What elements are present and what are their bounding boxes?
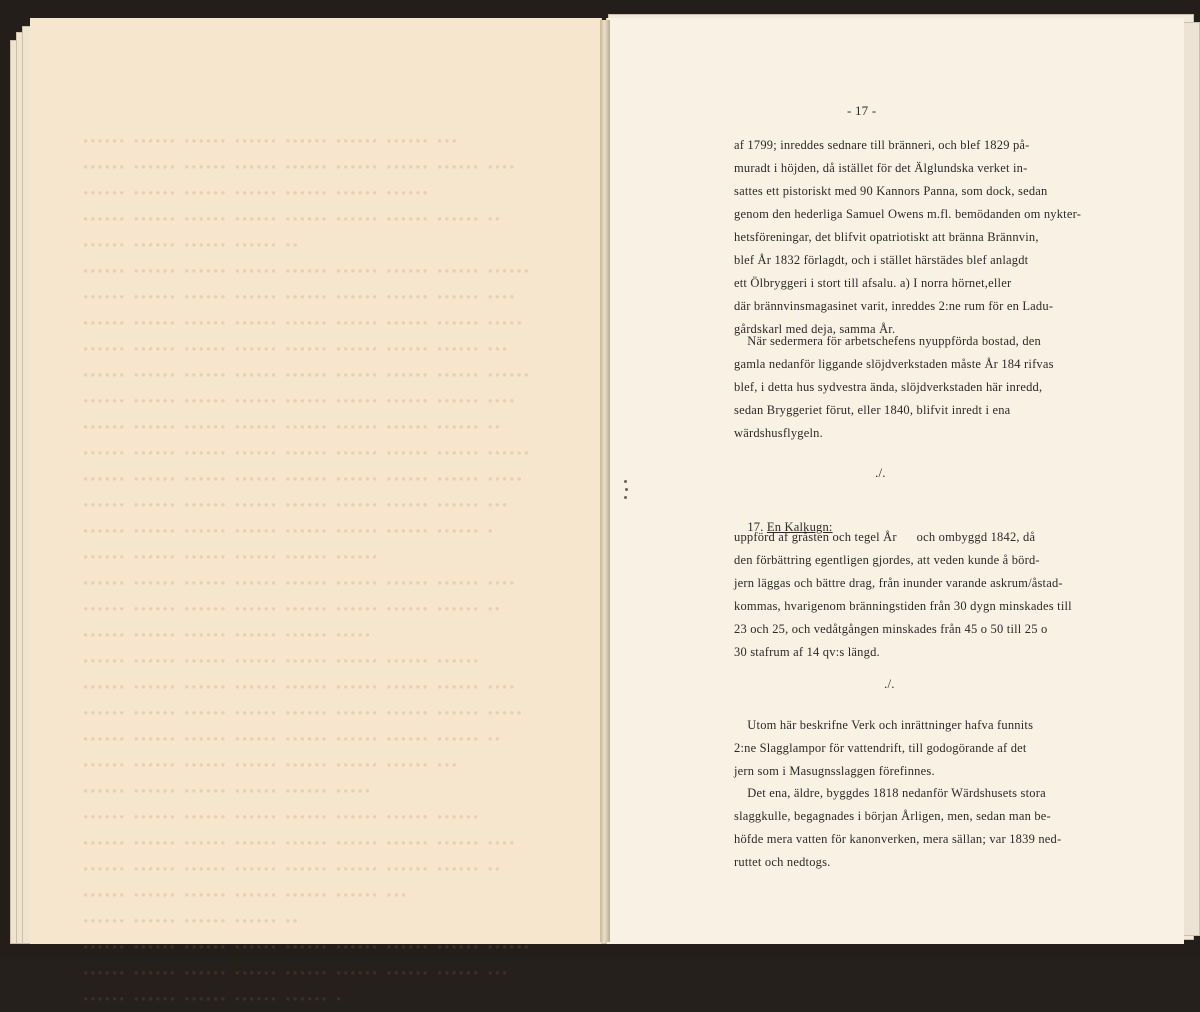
text-line: blef, i detta hus sydvestra ända, slöjdverkstaden här inredd, bbox=[734, 380, 1043, 394]
show-through-line: ∙∙∙∙∙∙ ∙∙∙∙∙∙ ∙∙∙∙∙∙ ∙∙∙∙∙∙ ∙∙∙∙∙∙ ∙∙∙∙∙∙ ∙∙∙∙∙∙ ∙∙∙∙∙∙ ∙∙∙∙∙∙ bbox=[82, 264, 530, 278]
left-page-show-through bbox=[82, 128, 612, 1012]
text-line: uppförd af gråsten och tegel År och ombyggd 1842, då bbox=[734, 530, 1036, 544]
show-through-line: ∙∙∙∙∙∙ ∙∙∙∙∙∙ ∙∙∙∙∙∙ ∙∙∙∙∙∙ ∙∙∙∙∙∙ ∙∙∙∙∙∙ ∙∙∙∙∙∙ ∙∙∙∙∙∙ ∙∙∙∙ bbox=[82, 290, 516, 304]
show-through-line: ∙∙∙∙∙∙ ∙∙∙∙∙∙ ∙∙∙∙∙∙ ∙∙∙∙∙∙ ∙∙ bbox=[82, 238, 299, 252]
text-line: muradt i höjden, då istället för det Älglundska verket in- bbox=[734, 161, 1028, 175]
text-line: gårdskarl med deja, samma År. bbox=[734, 322, 896, 336]
show-through-line: ∙∙∙∙∙∙ ∙∙∙∙∙∙ ∙∙∙∙∙∙ ∙∙∙∙∙∙ ∙∙∙∙∙∙ ∙∙∙∙∙ bbox=[82, 784, 371, 798]
show-through-line: ∙∙∙∙∙∙ ∙∙∙∙∙∙ ∙∙∙∙∙∙ ∙∙∙∙∙∙ ∙∙∙∙∙∙ ∙∙∙∙∙∙ ∙∙∙∙∙∙ ∙∙∙ bbox=[82, 758, 458, 772]
left-page bbox=[30, 18, 602, 1006]
text-line: 2:ne Slagglampor för vattendrift, till godogörande af det bbox=[734, 741, 1027, 755]
text-line: kommas, hvarigenom bränningstiden från 30 dygn minskades till bbox=[734, 599, 1072, 613]
text-line: sedan Bryggeriet förut, eller 1840, blifvit inredt i ena bbox=[734, 403, 1011, 417]
text-line: den förbättring egentligen gjordes, att veden kunde å börd- bbox=[734, 553, 1040, 567]
text-line: 23 och 25, och vedåtgången minskades från 45 o 50 till 25 o bbox=[734, 622, 1048, 636]
text-line: Det ena, äldre, byggdes 1818 nedanför Wärdshusets stora bbox=[734, 786, 1046, 800]
show-through-line: ∙∙∙∙∙∙ ∙∙∙∙∙∙ ∙∙∙∙∙∙ ∙∙∙∙∙∙ ∙∙∙∙∙∙ ∙∙∙∙∙∙ ∙∙∙∙∙∙ ∙∙∙∙∙∙ ∙∙∙∙ bbox=[82, 160, 516, 174]
show-through-line: ∙∙∙∙∙∙ ∙∙∙∙∙∙ ∙∙∙∙∙∙ ∙∙∙∙∙∙ ∙∙∙∙∙∙ ∙∙∙∙∙∙ ∙∙∙∙∙∙ ∙∙∙ bbox=[82, 134, 458, 148]
show-through-line: ∙∙∙∙∙∙ ∙∙∙∙∙∙ ∙∙∙∙∙∙ ∙∙∙∙∙∙ ∙∙∙∙∙∙ ∙∙∙∙∙∙ ∙∙∙∙∙∙ ∙∙∙∙∙∙ ∙ bbox=[82, 524, 494, 538]
text-line: jern som i Masugnsslaggen förefinnes. bbox=[734, 764, 935, 778]
show-through-line: ∙∙∙∙∙∙ ∙∙∙∙∙∙ ∙∙∙∙∙∙ ∙∙∙∙∙∙ ∙∙∙∙∙∙ ∙∙∙∙∙∙ ∙∙∙∙∙∙ ∙∙∙∙∙∙ ∙∙∙∙∙ bbox=[82, 316, 523, 330]
text-line: ett Ölbryggeri i stort till afsalu. a) I norra hörnet,eller bbox=[734, 276, 1012, 290]
show-through-line: ∙∙∙∙∙∙ ∙∙∙∙∙∙ ∙∙∙∙∙∙ ∙∙∙∙∙∙ ∙∙∙∙∙∙ ∙∙∙∙∙ bbox=[82, 628, 371, 642]
closing-paragraph-2 bbox=[734, 786, 1164, 881]
show-through-line: ∙∙∙∙∙∙ ∙∙∙∙∙∙ ∙∙∙∙∙∙ ∙∙∙∙∙∙ ∙∙∙∙∙∙ ∙∙∙∙∙∙ ∙∙∙ bbox=[82, 888, 408, 902]
text-line: höfde mera vatten för kanonverken, mera sällan; var 1839 ned- bbox=[734, 832, 1062, 846]
section-number: 17. bbox=[747, 520, 767, 534]
show-through-line: ∙∙∙∙∙∙ ∙∙∙∙∙∙ ∙∙∙∙∙∙ ∙∙∙∙∙∙ ∙∙∙∙∙∙ ∙∙∙∙∙∙ ∙∙∙∙∙∙ ∙∙∙∙∙∙ ∙∙∙∙ bbox=[82, 836, 516, 850]
text-line: 30 stafrum af 14 qv:s längd. bbox=[734, 645, 880, 659]
show-through-line: ∙∙∙∙∙∙ ∙∙∙∙∙∙ ∙∙∙∙∙∙ ∙∙∙∙∙∙ ∙∙∙∙∙∙ ∙∙∙∙∙∙ ∙∙∙∙∙∙ ∙∙∙∙∙∙ ∙∙∙∙∙∙ bbox=[82, 446, 530, 460]
closing-paragraph-1 bbox=[734, 718, 1164, 788]
show-through-line: ∙∙∙∙∙∙ ∙∙∙∙∙∙ ∙∙∙∙∙∙ ∙∙∙∙∙∙ ∙∙∙∙∙∙ ∙∙∙∙∙∙ bbox=[82, 550, 386, 564]
text-line: När sedermera för arbetschefens nyuppförda bostad, den bbox=[734, 334, 1041, 348]
section-title: En Kalkugn: bbox=[766, 520, 833, 534]
show-through-line: ∙∙∙∙∙∙ ∙∙∙∙∙∙ ∙∙∙∙∙∙ ∙∙∙∙∙∙ ∙∙ bbox=[82, 914, 299, 928]
show-through-line: ∙∙∙∙∙∙ ∙∙∙∙∙∙ ∙∙∙∙∙∙ ∙∙∙∙∙∙ ∙∙∙∙∙∙ ∙∙∙∙∙∙ ∙∙∙∙∙∙ bbox=[82, 186, 429, 200]
text-line: wärdshusflygeln. bbox=[734, 426, 823, 440]
separator-1: ./. bbox=[875, 465, 886, 480]
paragraph-1 bbox=[734, 138, 1164, 338]
show-through-line: ∙∙∙∙∙∙ ∙∙∙∙∙∙ ∙∙∙∙∙∙ ∙∙∙∙∙∙ ∙∙∙∙∙∙ ∙∙∙∙∙∙ ∙∙∙∙∙∙ ∙∙∙∙∙∙ ∙∙∙∙∙ bbox=[82, 472, 523, 486]
book-gutter bbox=[600, 20, 610, 942]
text-line: gamla nedanför liggande slöjdverkstaden måste År 184 rifvas bbox=[734, 357, 1054, 371]
text-line: blef År 1832 förlagdt, och i stället härstädes blef anlagdt bbox=[734, 253, 1029, 267]
binding-holes bbox=[624, 480, 630, 500]
show-through-line: ∙∙∙∙∙∙ ∙∙∙∙∙∙ ∙∙∙∙∙∙ ∙∙∙∙∙∙ ∙∙∙∙∙∙ ∙∙∙∙∙∙ ∙∙∙∙∙∙ ∙∙∙∙∙∙ ∙∙ bbox=[82, 602, 502, 616]
paragraph-2 bbox=[734, 334, 1164, 444]
text-line: sattes ett pistoriskt med 90 Kannors Panna, som dock, sedan bbox=[734, 184, 1048, 198]
show-through-line: ∙∙∙∙∙∙ ∙∙∙∙∙∙ ∙∙∙∙∙∙ ∙∙∙∙∙∙ ∙∙∙∙∙∙ ∙∙∙∙∙∙ ∙∙∙∙∙∙ ∙∙∙∙∙∙ ∙∙∙∙ bbox=[82, 680, 516, 694]
show-through-line: ∙∙∙∙∙∙ ∙∙∙∙∙∙ ∙∙∙∙∙∙ ∙∙∙∙∙∙ ∙∙∙∙∙∙ ∙∙∙∙∙∙ ∙∙∙∙∙∙ ∙∙∙∙∙∙ ∙∙ bbox=[82, 420, 502, 434]
show-through-line: ∙∙∙∙∙∙ ∙∙∙∙∙∙ ∙∙∙∙∙∙ ∙∙∙∙∙∙ ∙∙∙∙∙∙ ∙∙∙∙∙∙ ∙∙∙∙∙∙ ∙∙∙∙∙∙ ∙∙ bbox=[82, 212, 502, 226]
page-number: - 17 - bbox=[847, 103, 877, 118]
text-line: ruttet och nedtogs. bbox=[734, 855, 831, 869]
section-17-body bbox=[734, 530, 1164, 670]
show-through-line: ∙∙∙∙∙∙ ∙∙∙∙∙∙ ∙∙∙∙∙∙ ∙∙∙∙∙∙ ∙∙∙∙∙∙ ∙∙∙∙∙∙ ∙∙∙∙∙∙ ∙∙∙∙∙∙ ∙∙∙ bbox=[82, 342, 509, 356]
separator-2: ./. bbox=[884, 676, 895, 691]
text-line: Utom här beskrifne Verk och inrättninger hafva funnits bbox=[734, 718, 1034, 732]
text-line: af 1799; inreddes sednare till bränneri, och blef 1829 på- bbox=[734, 138, 1030, 152]
show-through-line: ∙∙∙∙∙∙ ∙∙∙∙∙∙ ∙∙∙∙∙∙ ∙∙∙∙∙∙ ∙∙∙∙∙∙ ∙∙∙∙∙∙ ∙∙∙∙∙∙ ∙∙∙∙∙∙ ∙∙∙ bbox=[82, 966, 509, 980]
show-through-line: ∙∙∙∙∙∙ ∙∙∙∙∙∙ ∙∙∙∙∙∙ ∙∙∙∙∙∙ ∙∙∙∙∙∙ ∙∙∙∙∙∙ ∙∙∙∙∙∙ ∙∙∙∙∙∙ bbox=[82, 654, 480, 668]
show-through-line: ∙∙∙∙∙∙ ∙∙∙∙∙∙ ∙∙∙∙∙∙ ∙∙∙∙∙∙ ∙∙∙∙∙∙ ∙∙∙∙∙∙ ∙∙∙∙∙∙ ∙∙∙∙∙∙ ∙∙∙∙∙∙ bbox=[82, 368, 530, 382]
show-through-line: ∙∙∙∙∙∙ ∙∙∙∙∙∙ ∙∙∙∙∙∙ ∙∙∙∙∙∙ ∙∙∙∙∙∙ ∙∙∙∙∙∙ ∙∙∙∙∙∙ ∙∙∙∙∙∙ ∙∙∙ bbox=[82, 498, 509, 512]
text-line: genom den hederliga Samuel Owens m.fl. bemödanden om nykter- bbox=[734, 207, 1082, 221]
show-through-line: ∙∙∙∙∙∙ ∙∙∙∙∙∙ ∙∙∙∙∙∙ ∙∙∙∙∙∙ ∙∙∙∙∙∙ ∙ bbox=[82, 992, 343, 1006]
show-through-line: ∙∙∙∙∙∙ ∙∙∙∙∙∙ ∙∙∙∙∙∙ ∙∙∙∙∙∙ ∙∙∙∙∙∙ ∙∙∙∙∙∙ ∙∙∙∙∙∙ ∙∙∙∙∙∙ ∙∙∙∙ bbox=[82, 576, 516, 590]
show-through-line: ∙∙∙∙∙∙ ∙∙∙∙∙∙ ∙∙∙∙∙∙ ∙∙∙∙∙∙ ∙∙∙∙∙∙ ∙∙∙∙∙∙ ∙∙∙∙∙∙ ∙∙∙∙∙∙ ∙∙∙∙∙∙ bbox=[82, 940, 530, 954]
show-through-line: ∙∙∙∙∙∙ ∙∙∙∙∙∙ ∙∙∙∙∙∙ ∙∙∙∙∙∙ ∙∙∙∙∙∙ ∙∙∙∙∙∙ ∙∙∙∙∙∙ ∙∙∙∙∙∙ ∙∙∙∙∙ bbox=[82, 706, 523, 720]
text-line: jern läggas och bättre drag, från inunder varande askrum/åstad- bbox=[734, 576, 1063, 590]
text-line: slaggkulle, begagnades i början Årligen, men, sedan man be- bbox=[734, 809, 1051, 823]
show-through-line: ∙∙∙∙∙∙ ∙∙∙∙∙∙ ∙∙∙∙∙∙ ∙∙∙∙∙∙ ∙∙∙∙∙∙ ∙∙∙∙∙∙ ∙∙∙∙∙∙ ∙∙∙∙∙∙ ∙∙ bbox=[82, 862, 502, 876]
text-line: där brännvinsmagasinet varit, inreddes 2:ne rum för en Ladu- bbox=[734, 299, 1054, 313]
text-line: hetsföreningar, det blifvit opatriotiskt att bränna Brännvin, bbox=[734, 230, 1039, 244]
show-through-line: ∙∙∙∙∙∙ ∙∙∙∙∙∙ ∙∙∙∙∙∙ ∙∙∙∙∙∙ ∙∙∙∙∙∙ ∙∙∙∙∙∙ ∙∙∙∙∙∙ ∙∙∙∙∙∙ bbox=[82, 810, 487, 824]
show-through-line: ∙∙∙∙∙∙ ∙∙∙∙∙∙ ∙∙∙∙∙∙ ∙∙∙∙∙∙ ∙∙∙∙∙∙ ∙∙∙∙∙∙ ∙∙∙∙∙∙ ∙∙∙∙∙∙ ∙∙ bbox=[82, 732, 502, 746]
show-through-line: ∙∙∙∙∙∙ ∙∙∙∙∙∙ ∙∙∙∙∙∙ ∙∙∙∙∙∙ ∙∙∙∙∙∙ ∙∙∙∙∙∙ ∙∙∙∙∙∙ ∙∙∙∙∙∙ ∙∙∙∙ bbox=[82, 394, 516, 408]
